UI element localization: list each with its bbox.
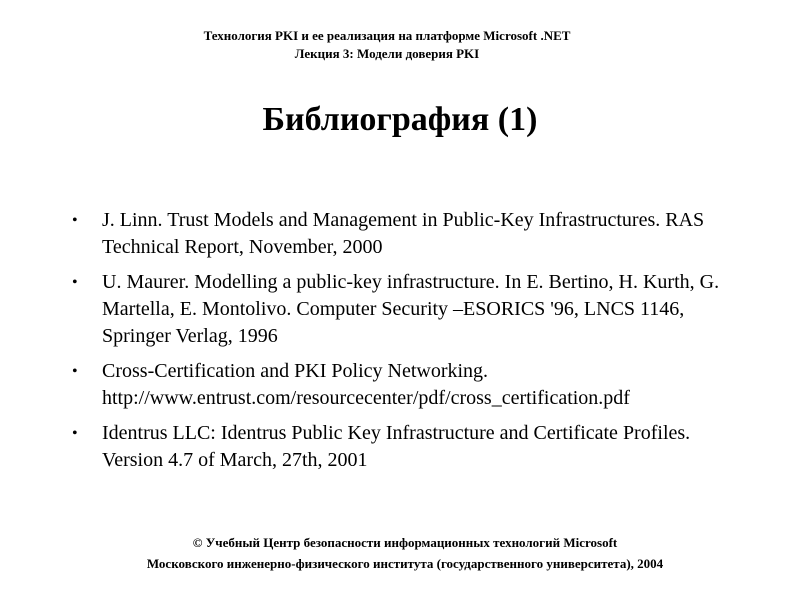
- lecture-title: Лекция 3: Модели доверия PKI: [294, 46, 480, 61]
- bullet-icon: •: [72, 274, 78, 291]
- bibliography-item-linn: [0, 207, 800, 261]
- bibliography-item-maurer: [0, 269, 800, 350]
- bibliography-url: http://www.entrust.com/resourcecenter/pdf/cross_certification.pdf: [102, 387, 630, 409]
- bibliography-list: [0, 207, 800, 482]
- slide-footer: [0, 532, 800, 574]
- bullet-icon: •: [72, 363, 78, 380]
- bullet-icon: •: [72, 425, 78, 442]
- copyright-line: © Учебный Центр безопасности информационных технологий Microsoft: [192, 535, 618, 550]
- bibliography-item-entrust: [0, 358, 800, 412]
- bibliography-line: Version 4.7 of March, 27th, 2001: [102, 449, 368, 471]
- bibliography-line: Springer Verlag, 1996: [102, 325, 278, 347]
- bibliography-line: Technical Report, November, 2000: [102, 236, 383, 258]
- bibliography-line: Identrus LLC: Identrus Public Key Infrastructure and Certificate Profiles.: [102, 422, 691, 444]
- bibliography-item-identrus: [0, 420, 800, 474]
- bibliography-line: Cross-Certification and PKI Policy Networking.: [102, 360, 489, 382]
- institution-line: Московского инженерно-физического института (государственного университета), 2004: [146, 556, 664, 571]
- course-title: Технология PKI и ее реализация на платформе Microsoft .NET: [203, 28, 571, 43]
- bibliography-line: Martella, E. Montolivo. Computer Security –ESORICS '96, LNCS 1146,: [102, 298, 685, 320]
- bibliography-line: J. Linn. Trust Models and Management in Public-Key Infrastructures. RAS: [102, 209, 705, 231]
- page-title: Библиография (1): [262, 101, 538, 138]
- bibliography-line: U. Maurer. Modelling a public-key infrastructure. In E. Bertino, H. Kurth, G.: [102, 271, 720, 293]
- bullet-icon: •: [72, 212, 78, 229]
- slide-header: [0, 27, 774, 63]
